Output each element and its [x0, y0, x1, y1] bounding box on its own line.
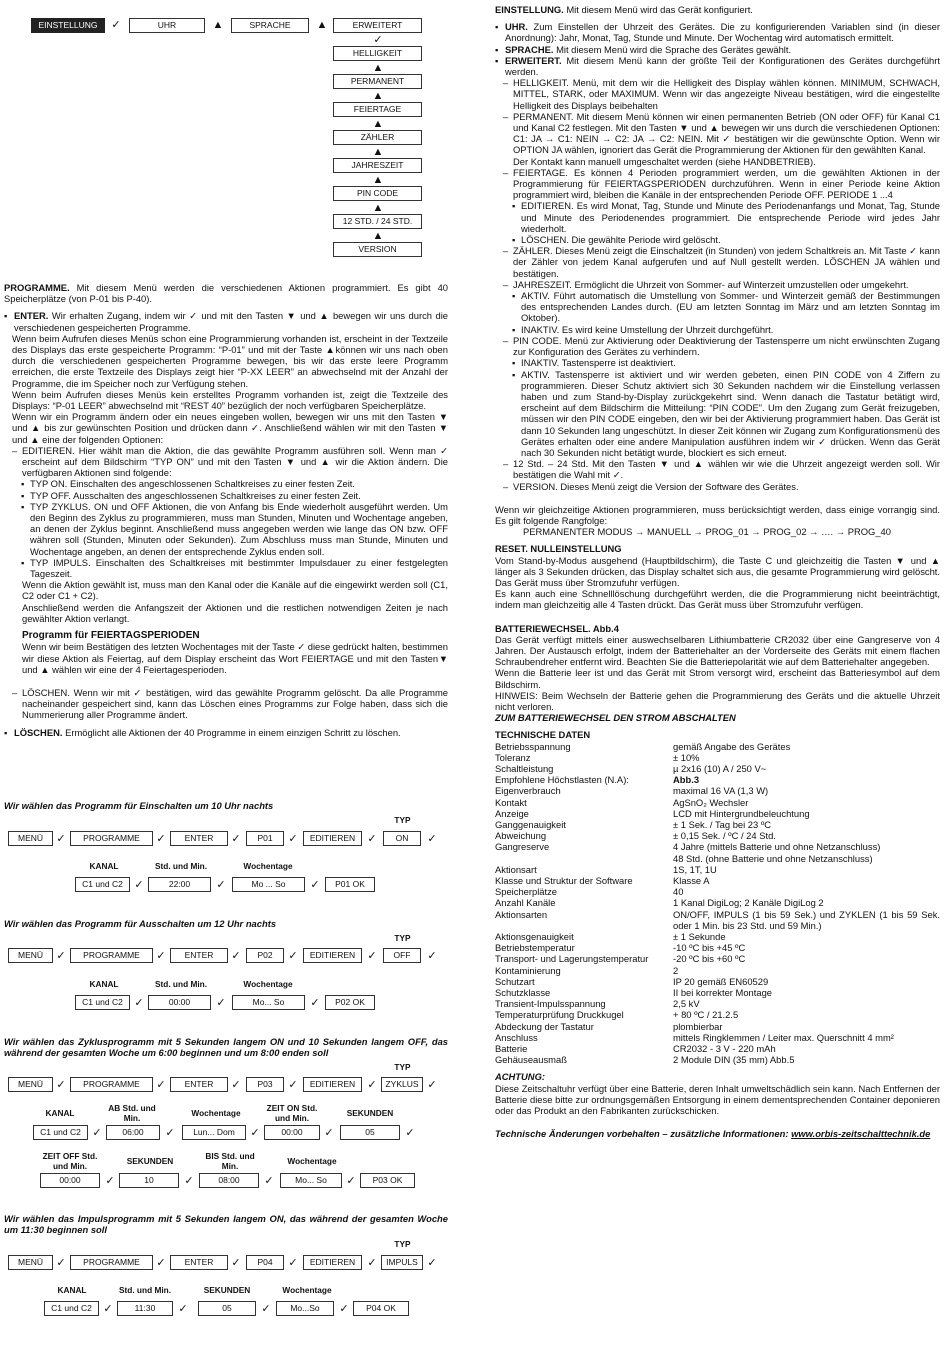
permanent-option: – PERMANENT. Mit diesem Menü können wir einen permanenten Betrieb (ON oder OFF) für Kanal C1 und Kanal C2 festlegen. Mit den Tasten ▼ und ▲ bewegen wir uns durch die verschiedenen Optionen: C1: JA → C1: NEIN → C2: JA → C2: NEIN. Mit ✓ bestätigen wir die gewünschte Option. Wenn wir OPTION JA wählen, ignoriert das Gerät die Programmierung der Aktionen für den gewählten Kanal.: [495, 111, 940, 156]
check-icon: ✓: [339, 1303, 349, 1315]
uhr-heading: UHR.: [505, 21, 528, 33]
batterie-heading: BATTERIEWECHSEL. Abb.4: [495, 622, 619, 634]
tech-value: -10 ºC bis +45 ºC: [673, 942, 746, 954]
sekunden-label: SEKUNDEN: [203, 1285, 251, 1295]
program-ok: P01 OK: [325, 877, 375, 892]
program-ok: P04 OK: [353, 1301, 409, 1316]
tech-key: Eigenverbrauch: [495, 785, 561, 797]
menu-jahreszeit[interactable]: JAHRESZEIT: [333, 158, 422, 173]
program-slot[interactable]: P01: [246, 831, 284, 846]
editieren-button[interactable]: EDITIEREN: [303, 1077, 362, 1092]
programme-text: Mit diesem Menü werden die verschiedenen Aktionen programmiert. Es gibt 40 Speicherplätze (von P-01 bis P-40).: [4, 282, 448, 305]
zeit-on-value[interactable]: 00:00: [264, 1125, 320, 1140]
zeit-off-label: ZEIT OFF Std. und Min.: [42, 1151, 98, 1171]
footer-text: Technische Änderungen vorbehalten – zusätzliche Informationen:: [495, 1128, 792, 1140]
menu-zaehler[interactable]: ZÄHLER: [333, 130, 422, 145]
tech-row: [495, 953, 940, 964]
menu-einstellung[interactable]: EINSTELLUNG: [31, 18, 105, 33]
tech-row: [495, 808, 940, 819]
feiertage-editieren: ▪ EDITIEREN. Es wird Monat, Tag, Stunde und Minute des Periodenanfangs und Monat, Tag, Stunde und Minute des Periodenendes programmiert. Die entsprechende Periode wird jedes Jahr wiederholt.: [495, 200, 940, 234]
enter-button[interactable]: ENTER: [170, 831, 228, 846]
tech-key: Batterie: [495, 1043, 528, 1055]
sekunden-value[interactable]: 05: [340, 1125, 400, 1140]
menu-feiertage[interactable]: FEIERTAGE: [333, 102, 422, 117]
tech-row: [495, 1043, 940, 1054]
jahreszeit-option: – JAHRESZEIT. Ermöglicht die Uhrzeit von Sommer- auf Winterzeit umzustellen oder umgekehrt.: [495, 279, 940, 290]
tech-value: II bei korrekter Montage: [673, 987, 773, 999]
tech-key: Kontaminierung: [495, 964, 561, 976]
tech-key: Schutzklasse: [495, 987, 551, 999]
tech-value: 2,5 kV: [673, 998, 700, 1010]
loeschen-option: – LÖSCHEN. Wenn wir mit ✓ bestätigen, wird das gewählte Programm gelöscht. Da alle Programme nacheinander gespeichert sind, kann das Löschen eines Programms zur Folge haben, dass sich die Nummerierung aller Programme ändert.: [4, 687, 448, 721]
check-icon: ✓: [178, 1303, 188, 1315]
feiertag-heading: Programm für FEIERTAGSPERIODEN: [22, 630, 200, 642]
weekday-label: Wochentage: [243, 861, 293, 871]
typ-on-item: ▪ TYP ON. Einschalten des angeschlossenen Schaltkreises zu einer festen Zeit.: [4, 478, 448, 489]
kanal-value[interactable]: C1 und C2: [44, 1301, 99, 1316]
tech-value: 1S, 1T, 1U: [673, 863, 717, 875]
kanal-value[interactable]: C1 und C2: [33, 1125, 88, 1140]
bis-value[interactable]: 08:00: [199, 1173, 259, 1188]
menu-button[interactable]: MENÜ: [8, 948, 53, 963]
tech-row: [495, 1054, 940, 1065]
tech-value: 40: [673, 886, 684, 898]
helligkeit-option: – HELLIGKEIT. Menü, mit dem wir die Helligkeit des Display wählen können. MINIMUM, SCHWACH, MITTEL, STARK, oder MAXIMUM. Wenn wir das angezeigte Niveau bestätigen, wird die eingestellte Helligkeit des Displays beibehalten: [495, 77, 940, 111]
aktion-text: Anschließend werden die Anfangszeit der Aktionen und die restlichen notwendigen Zeiten je nach gewählter Aktion verlangt.: [22, 601, 448, 624]
check-icon: ✓: [310, 997, 320, 1009]
editieren-option: – EDITIEREN. Hier wählt man die Aktion, die das gewählte Programm ausführen soll. Wenn man ✓ erscheint auf dem Bildschirm “TYP ON” und mit den Tasten ▼ und ▲ wir die Aktion ändern. Die verfügbaren Aktionen sind folgende:: [4, 445, 448, 479]
batterie-hinweis: HINWEIS: Beim Wechseln der Batterie gehen die Programmierung des Geräts und die aktuelle Uhrzeit nicht verloren.: [495, 689, 940, 712]
enter-button[interactable]: ENTER: [170, 948, 228, 963]
typ-value[interactable]: IMPULS: [381, 1255, 423, 1270]
up-arrow-icon: ▲: [372, 146, 384, 158]
check-icon: ✓: [103, 1303, 113, 1315]
tech-value: IP 20 gemäß EN60529: [673, 975, 769, 987]
example-title: Wir wählen das Programm für Ausschalten um 12 Uhr nachts: [4, 918, 277, 929]
check-icon: ✓: [56, 833, 66, 845]
typ-impuls-item: ▪ TYP IMPULS. Einschalten des Schaltkreises mit bestimmter Impulsdauer zu einer festgelegten Tageszeit.: [4, 557, 448, 579]
check-icon: ✓: [184, 1175, 194, 1187]
rangfolge-line: PERMANENTER MODUS → MANUELL → PROG_01 → PROG_02 → …. → PROG_40: [523, 526, 891, 538]
permanent-note: Der Kontakt kann manuell umgeschaltet werden (siehe HANDBETRIEB).: [513, 155, 816, 167]
tech-value: 2: [673, 964, 679, 976]
einstellung-text: Mit diesem Menü wird das Gerät konfiguriert.: [566, 4, 753, 15]
tech-value: 1 Kanal DigiLog; 2 Kanäle DigiLog 2: [673, 897, 824, 909]
menu-12-24[interactable]: 12 STD. / 24 STD.: [333, 214, 422, 229]
sekunden-label: SEKUNDEN: [346, 1108, 394, 1118]
check-icon: ✓: [165, 1127, 175, 1139]
feiertage-option: – FEIERTAGE. Es können 4 Perioden programmiert werden, um die gewählten Aktionen in der Programmierung für FEIERTAGSPERIODEN durchzuführen. Wenn in einer Periode keine Aktion programmiert wird, bleiben die Kanäle in der entsprechenden Periode OFF. PERIODE 1 ...4: [495, 167, 940, 201]
tech-value: CR2032 - 3 V - 220 mAh: [673, 1043, 776, 1055]
time-value[interactable]: 06:00: [106, 1125, 160, 1140]
enter-paragraph: Wenn beim Aufrufen dieses Menüs kein erstelltes Programm vorhanden ist, zeigt die Textzeile des Displays: “P-01 LEER” abwechselnd mit “REST 40” bezüglich der noch verfügbaren Speicherplätze.: [12, 388, 448, 412]
tech-key: Transient-Impulsspannung: [495, 998, 606, 1010]
tech-value: Abb.3: [673, 774, 700, 786]
up-arrow-icon: ▲: [316, 19, 328, 31]
technische-daten-table: [495, 741, 940, 1066]
reset-text: Es kann auch eine Schnelllöschung durchgeführt werden, die die Programmierung nicht beeinträchtigt, indem man gleichzeitig alle 4 Tasten drückt. Das Gerät muss über Stromzufuhr verfügen.: [495, 588, 940, 611]
tech-value: + 80 ºC / 21.2.5: [673, 1009, 739, 1021]
tech-value: gemäß Angabe des Gerätes: [673, 740, 791, 752]
erweitert-text: Mit diesem Menü kann der größte Teil der Konfigurationen des Gerätes durchgeführt werden.: [505, 54, 940, 78]
tech-key: Gangreserve: [495, 841, 550, 853]
menu-uhr[interactable]: UHR: [129, 18, 205, 33]
tech-key: Anschluss: [495, 1031, 538, 1043]
tech-value: LCD mit Hintergrundbeleuchtung: [673, 807, 810, 819]
kanal-label: KANAL: [89, 979, 119, 989]
kanal-label: KANAL: [45, 1108, 75, 1118]
einstellung-heading: EINSTELLUNG.: [495, 4, 564, 15]
tech-key: Schutzart: [495, 975, 535, 987]
check-icon: ✓: [324, 1127, 334, 1139]
aktion-text: Wenn die Aktion gewählt ist, muss man den Kanal oder die Kanäle auf die eingewirkt werden soll (C1, C2 oder C1 + C2).: [22, 579, 448, 602]
check-icon: ✓: [427, 950, 437, 962]
tech-key: Aktionsgenauigkeit: [495, 931, 574, 943]
tech-row: [495, 797, 940, 808]
check-icon: ✓: [111, 19, 121, 31]
tech-row: [495, 864, 940, 875]
check-icon: ✓: [216, 997, 226, 1009]
jahreszeit-aktiv: ▪ AKTIV. Führt automatisch die Umstellung von Sommer- und Winterzeit gemäß der Bestimmungen des entsprechenden Landes durch. (EU am letzten Sonntag im März und am letzten Sonntag im Oktober).: [495, 290, 940, 324]
programme-button[interactable]: PROGRAMME: [70, 1255, 153, 1270]
tech-row: [495, 752, 940, 763]
tech-row: [495, 763, 940, 774]
menu-permanent[interactable]: PERMANENT: [333, 74, 422, 89]
sekunden-value[interactable]: 05: [198, 1301, 256, 1316]
typ-label: TYP: [394, 1062, 411, 1072]
check-icon: ✓: [156, 1079, 166, 1091]
reset-heading: RESET. NULLEINSTELLUNG: [495, 543, 622, 555]
check-icon: ✓: [373, 34, 383, 46]
tech-value: ± 10%: [673, 751, 700, 763]
typ-label: TYP: [394, 933, 411, 943]
check-icon: ✓: [156, 1257, 166, 1269]
uhr-text: Zum Einstellen der Uhrzeit des Gerätes. Die zu konfigurierenden Variablen sind (in dieser Anordnung): Jahr, Monat, Tag, Stunde und Minute. Der Wochentag wird automatisch ermittelt.: [505, 21, 940, 44]
reset-text: Vom Stand-by-Modus ausgehend (Hauptbildschirm), die Taste C und gleichzeitig die Tasten ▼ und ▲ länger als 3 Sekunden drücken, das Display schaltet sich aus, die gesamte Programmierung wird gelöscht. Das Gerät muss über Stromzufuhr verfügen.: [495, 554, 940, 588]
zeit-on-label: ZEIT ON Std. und Min.: [266, 1103, 318, 1123]
tech-row: [495, 785, 940, 796]
tech-value: 4 Jahre (mittels Batterie und ohne Netzanschluss): [673, 841, 881, 853]
sprache-heading: SPRACHE.: [505, 43, 554, 55]
program-slot[interactable]: P03: [246, 1077, 284, 1092]
jahreszeit-inaktiv: ▪ INAKTIV. Es wird keine Umstellung der Uhrzeit durchgeführt.: [495, 324, 940, 335]
check-icon: ✓: [134, 879, 144, 891]
menu-erweitert[interactable]: ERWEITERT: [333, 18, 422, 33]
check-icon: ✓: [56, 1257, 66, 1269]
bis-label: BIS Std. und Min.: [205, 1151, 255, 1171]
tech-row: [495, 942, 940, 953]
sekunden-label: SEKUNDEN: [126, 1156, 174, 1166]
tech-row: [495, 931, 940, 942]
programme-heading: PROGRAMME.: [4, 282, 70, 293]
tech-key: Betriebstemperatur: [495, 942, 575, 954]
kanal-value[interactable]: C1 und C2: [75, 877, 130, 892]
check-icon: ✓: [310, 879, 320, 891]
check-icon: ✓: [105, 1175, 115, 1187]
kanal-value[interactable]: C1 und C2: [75, 995, 130, 1010]
tech-key: Empfohlene Höchstlasten (N.A):: [495, 774, 629, 786]
achtung-heading: ACHTUNG:: [495, 1071, 545, 1083]
tech-value: 2 Module DIN (35 mm) Abb.5: [673, 1054, 795, 1066]
example-title: Wir wählen das Impulsprogramm mit 5 Sekunden langem ON, das während der gesamten Woche um 11:30 beginnen soll: [4, 1213, 448, 1236]
tech-value: plombierbar: [673, 1020, 723, 1032]
tech-key: Gehäuseausmaß: [495, 1054, 567, 1066]
enter-paragraph: Wenn wir ein Programm ändern oder ein neues eingeben wollen, bewegen wir uns mit den Tasten ▼ und ▲ bis zur gewünschten Position und drücken dann ✓. Anschließend wählen wir mit den Tasten ▼ und ▲ eine der folgenden Optionen:: [12, 411, 448, 445]
check-icon: ✓: [231, 1257, 241, 1269]
tech-row: [495, 886, 940, 897]
menu-button[interactable]: MENÜ: [8, 1077, 53, 1092]
check-icon: ✓: [288, 1257, 298, 1269]
tech-row: [495, 998, 940, 1009]
tech-key: Schaltleistung: [495, 763, 554, 774]
tech-row: [495, 897, 940, 908]
programme-button[interactable]: PROGRAMME: [70, 831, 153, 846]
tech-value: -20 ºC bis +60 ºC: [673, 953, 746, 965]
tech-value: Klasse A: [673, 875, 710, 887]
check-icon: ✓: [156, 950, 166, 962]
check-icon: ✓: [231, 833, 241, 845]
tech-key: Transport- und Lagerungstemperatur: [495, 953, 649, 965]
tech-row: [495, 830, 940, 841]
tech-row: [495, 965, 940, 976]
check-icon: ✓: [427, 1257, 437, 1269]
check-icon: ✓: [346, 1175, 356, 1187]
time-value[interactable]: 11:30: [117, 1301, 173, 1316]
loeschen-heading: LÖSCHEN.: [14, 726, 63, 738]
tech-key: Abweichung: [495, 830, 547, 842]
pin-code-option: – PIN CODE. Menü zur Aktivierung oder Deaktivierung der Tastensperre um nicht erwünschten Zugang zur Konfiguration des Gerätes zu verhindern.: [495, 335, 940, 357]
tech-value: µ 2x16 (10) A / 250 V~: [673, 763, 767, 774]
program-slot[interactable]: P02: [246, 948, 284, 963]
weekday-value[interactable]: Mo ... So: [232, 877, 305, 892]
enter-paragraph: Wenn beim Aufrufen dieses Menüs schon eine Programmierung vorhanden ist, erscheint in der Textzeile des Displays das erste gespeicherte Programm: “P-01” und mit der Taste ▲können wir uns nach oben durch die verschiedenen gespeicherten Programme bewegen, bis wir das erste leere Programm erreichen, die erste Textzeile des Displays zeigt hier “P-XX LEER” an abwechselnd mit der Anzahl der Programme, die im Speicher noch zur Verfügung stehen.: [12, 332, 448, 389]
example-title: Wir wählen das Zyklusprogramm mit 5 Sekunden langem ON und 10 Sekunden langem OFF, das während der gesamten Woche um 6:00 beginnen und um 8:00 enden soll: [4, 1036, 448, 1059]
12-24-option: – 12 Std. – 24 Std. Mit den Tasten ▼ und ▲ wählen wir wie die Uhrzeit angezeigt werden soll. Wir bestätigen die Wahl mit ✓.: [495, 458, 940, 480]
tech-key: Anzahl Kanäle: [495, 897, 556, 909]
weekday-value[interactable]: Mo... So: [280, 1173, 342, 1188]
example-title: Wir wählen das Programm für Einschalten um 10 Uhr nachts: [4, 800, 274, 811]
tech-key: Ganggenauigkeit: [495, 819, 566, 831]
weekday-value[interactable]: Mo...So: [276, 1301, 334, 1316]
erweitert-heading: ERWEITERT.: [505, 54, 562, 66]
tech-value: 48 Std. (ohne Batterie und ohne Netzanschluss): [673, 852, 873, 864]
kanal-label: KANAL: [57, 1285, 87, 1295]
up-arrow-icon: ▲: [372, 62, 384, 74]
program-ok: P02 OK: [325, 995, 375, 1010]
sekunden-value[interactable]: 10: [119, 1173, 179, 1188]
check-icon: ✓: [231, 1079, 241, 1091]
up-arrow-icon: ▲: [372, 90, 384, 102]
tech-value: maximal 16 VA (1,3 W): [673, 785, 769, 797]
tech-row: [495, 741, 940, 752]
zeit-off-value[interactable]: 00:00: [40, 1173, 100, 1188]
enter-heading: ENTER.: [14, 310, 49, 322]
check-icon: ✓: [288, 950, 298, 962]
check-icon: ✓: [367, 833, 377, 845]
tech-row: [495, 875, 940, 886]
enter-text: Wir erhalten Zugang, indem wir ✓ und mit den Tasten ▼ und ▲ bewegen wir uns durch die verschiedenen gespeicherten Programme.: [14, 310, 449, 333]
technische-daten-heading: TECHNISCHE DATEN: [495, 729, 591, 741]
sprache-text: Mit diesem Menü wird die Sprache des Gerätes gewählt.: [556, 43, 792, 55]
kanal-label: KANAL: [89, 861, 119, 871]
right-text-block: [495, 4, 940, 1140]
tech-key: Temperaturprüfung Druckkugel: [495, 1009, 624, 1021]
tech-key: Anzeige: [495, 807, 529, 819]
check-icon: ✓: [56, 950, 66, 962]
tech-key: Abdeckung der Tastatur: [495, 1020, 594, 1032]
loeschen-text: Ermöglicht alle Aktionen der 40 Programme in einem einzigen Schritt zu löschen.: [65, 726, 401, 738]
time-label: Std. und Min.: [118, 1285, 172, 1295]
tech-row: [495, 774, 940, 785]
time-value[interactable]: 00:00: [148, 995, 211, 1010]
programme-button[interactable]: PROGRAMME: [70, 948, 153, 963]
check-icon: ✓: [367, 950, 377, 962]
editieren-button[interactable]: EDITIEREN: [303, 1255, 362, 1270]
check-icon: ✓: [156, 833, 166, 845]
programme-button[interactable]: PROGRAMME: [70, 1077, 153, 1092]
tech-value: AgSnO₂ Wechsler: [673, 796, 749, 808]
rangfolge-text: Wenn wir gleichzeitige Aktionen programmieren, muss berücksichtigt werden, dass einige vorrangig sind. Es gilt folgende Rangfolge:: [495, 503, 940, 526]
tech-row: [495, 1009, 940, 1020]
check-icon: ✓: [261, 1303, 271, 1315]
weekday-label: Wochentage: [287, 1156, 337, 1166]
check-icon: ✓: [250, 1127, 260, 1139]
editieren-button[interactable]: EDITIEREN: [303, 831, 362, 846]
tech-row: [495, 841, 940, 852]
time-label: AB Std. und Min.: [108, 1103, 156, 1123]
enter-button[interactable]: ENTER: [170, 1077, 228, 1092]
tech-row: [495, 1032, 940, 1043]
check-icon: ✓: [427, 833, 437, 845]
weekday-label: Wochentage: [191, 1108, 241, 1118]
tech-value: mittels Ringklemmen / Leiter max. Querschnitt 4 mm²: [673, 1031, 894, 1043]
menu-sprache[interactable]: SPRACHE: [231, 18, 309, 33]
tech-key: Toleranz: [495, 751, 531, 763]
check-icon: ✓: [231, 950, 241, 962]
tech-key: Aktionsart: [495, 863, 537, 875]
check-icon: ✓: [134, 997, 144, 1009]
pin-inaktiv: ▪ INAKTIV. Tastensperre ist deaktiviert.: [495, 357, 940, 368]
typ-value[interactable]: ZYKLUS: [381, 1077, 423, 1092]
tech-value: ± 1 Sek. / Tag bei 23 ºC: [673, 819, 772, 831]
check-icon: ✓: [92, 1127, 102, 1139]
typ-label: TYP: [394, 1239, 411, 1249]
batterie-warnung: ZUM BATTERIEWECHSEL DEN STROM ABSCHALTEN: [495, 712, 736, 724]
zaehler-option: – ZÄHLER. Dieses Menü zeigt die Einschaltzeit (in Stunden) von jedem Schaltkreis an. Mit Taste ✓ kann der Zähler von jedem Kanal aufgerufen und auf Null gestellt werden. LÖSCHEN JA wählen und bestätigen.: [495, 245, 940, 279]
check-icon: ✓: [216, 879, 226, 891]
program-slot[interactable]: P04: [246, 1255, 284, 1270]
check-icon: ✓: [367, 1079, 377, 1091]
tech-value: ON/OFF, IMPULS (1 bis 59 Sek.) und ZYKLEN (1 bis 59 Sek. oder 1 Min. bis 23 Std. und 59 Min.): [673, 908, 940, 931]
tech-value: ± 0,15 Sek. / ºC / 24 Std.: [673, 830, 776, 842]
check-icon: ✓: [367, 1257, 377, 1269]
check-icon: ✓: [264, 1175, 274, 1187]
check-icon: ✓: [56, 1079, 66, 1091]
pin-aktiv: ▪ AKTIV. Tastensperre ist aktiviert und wir werden gebeten, einen PIN CODE von 4 Ziffern zu programmieren. Dieser Schutz aktiviert sich 30 Sekunden nachdem wir die Einstellung verlassen haben und zum Stand-by-Display zurückgekehrt sind. Wenn danach die Tastatur betätigt wird, erscheint auf dem Bildschirm die Mitteilung: “PIN CODE”. Um den Zugang zum Gerät freizugeben, müssen wir den PIN CODE eingeben, den wir bei der Aktivierung programmiert haben. Das Gerät ist dann 10 Sekunden lang ungeschützt. In dieser Zeit können wir Zugang zum Konfigurationsmenü des Gerätes erhalten oder eine andere Manipulation ausführen indem wir ✓ drücken. Wenn das Gerät nach 30 Sekunden nicht betätigt wurde, blockiert es sich erneut.: [495, 369, 940, 459]
tech-row: [495, 853, 940, 864]
footer-link[interactable]: www.orbis-zeitschalttechnik.de: [791, 1128, 931, 1140]
check-icon: ✓: [405, 1127, 415, 1139]
up-arrow-icon: ▲: [372, 202, 384, 214]
up-arrow-icon: ▲: [372, 230, 384, 242]
up-arrow-icon: ▲: [212, 19, 224, 31]
feiertag-text: Wenn wir beim Bestätigen des letzten Wochentages mit der Taste ✓ diese gedrückt halten, bestimmen wir diese Aktion als Feiertag, auf dem Display erscheint das Wort FEIERTAGE und mit den Tasten▼ und ▲ wählen wir eine der 4 Feiertagesperioden.: [22, 641, 448, 675]
weekday-value[interactable]: Mo... So: [232, 995, 305, 1010]
weekday-value[interactable]: Lun... Dom: [182, 1125, 246, 1140]
typ-value[interactable]: ON: [383, 831, 421, 846]
time-label: Std. und Min.: [154, 861, 208, 871]
left-text-block: [4, 282, 448, 738]
program-ok: P03 OK: [360, 1173, 415, 1188]
typ-off-item: ▪ TYP OFF. Ausschalten des angeschlossenen Schaltkreises zu einer festen Zeit.: [4, 490, 448, 501]
feiertage-loeschen: ▪ LÖSCHEN. Die gewählte Periode wird gelöscht.: [495, 234, 940, 245]
enter-button[interactable]: ENTER: [170, 1255, 228, 1270]
menu-version[interactable]: VERSION: [333, 242, 422, 257]
typ-label: TYP: [394, 815, 411, 825]
check-icon: ✓: [288, 1079, 298, 1091]
tech-row: [495, 987, 940, 998]
check-icon: ✓: [288, 833, 298, 845]
up-arrow-icon: ▲: [372, 174, 384, 186]
weekday-label: Wochentage: [243, 979, 293, 989]
typ-zyklus-item: ▪ TYP ZYKLUS. ON und OFF Aktionen, die von Anfang bis Ende wiederholt ausgeführt werden. Um den Beginn des Zyklus zu programmieren, muss man Stunden, Minuten und Wochentage angeben, an denen der Zyklus beginnt. Anschließend muss angegeben werden wie lange das ON bzw. OFF währen soll (Stunden, Minuten oder Sekunden). Zum Abschluss muss man Stunde, Minuten und Wochentage angeben, an denen der entsprechende Zyklus enden soll.: [4, 501, 448, 557]
menu-button[interactable]: MENÜ: [8, 1255, 53, 1270]
tech-row: [495, 1021, 940, 1032]
tech-row: [495, 976, 940, 987]
tech-row: [495, 909, 940, 931]
check-icon: ✓: [427, 1079, 437, 1091]
time-value[interactable]: 22:00: [148, 877, 211, 892]
up-arrow-icon: ▲: [372, 118, 384, 130]
tech-key: Speicherplätze: [495, 886, 558, 898]
batterie-text: Wenn die Batterie leer ist und das Gerät mit Strom versorgt wird, erscheint das Batteriesymbol auf dem Bildschirm.: [495, 667, 940, 690]
tech-row: [495, 819, 940, 830]
menu-helligkeit[interactable]: HELLIGKEIT: [333, 46, 422, 61]
tech-value: ± 1 Sekunde: [673, 931, 726, 943]
time-label: Std. und Min.: [154, 979, 208, 989]
version-option: – VERSION. Dieses Menü zeigt die Version der Software des Gerätes.: [495, 481, 940, 492]
weekday-label: Wochentage: [282, 1285, 332, 1295]
batterie-text: Das Gerät verfügt mittels einer auswechselbaren Lithiumbatterie CR2032 über eine Gangreserve von 4 Jahren. Der Austausch erfolgt, indem der Batteriehalter an der Vorderseite des Geräts mit einem flachen Schraubendreher entfernt wird. Beachten Sie die Batteriepolarität wie auf dem Batteriehalter angegeben.: [495, 633, 940, 668]
tech-key: [495, 853, 673, 864]
tech-key: Aktionsarten: [495, 908, 548, 920]
menu-button[interactable]: MENÜ: [8, 831, 53, 846]
tech-key: Betriebsspannung: [495, 740, 571, 752]
menu-pin-code[interactable]: PIN CODE: [333, 186, 422, 201]
tech-key: Klasse und Struktur der Software: [495, 875, 633, 887]
achtung-text: Diese Zeitschaltuhr verfügt über eine Batterie, deren Inhalt umweltschädlich sein kann. Nach Entfernen der Batterie diese bitte zur ordnungsgemäßen Entsorgung in einem dementsprechenden Container deponieren oder das Produkt an den Fabrikanten zurückschicken.: [495, 1082, 940, 1117]
tech-key: Kontakt: [495, 796, 527, 808]
typ-value[interactable]: OFF: [383, 948, 421, 963]
editieren-button[interactable]: EDITIEREN: [303, 948, 362, 963]
